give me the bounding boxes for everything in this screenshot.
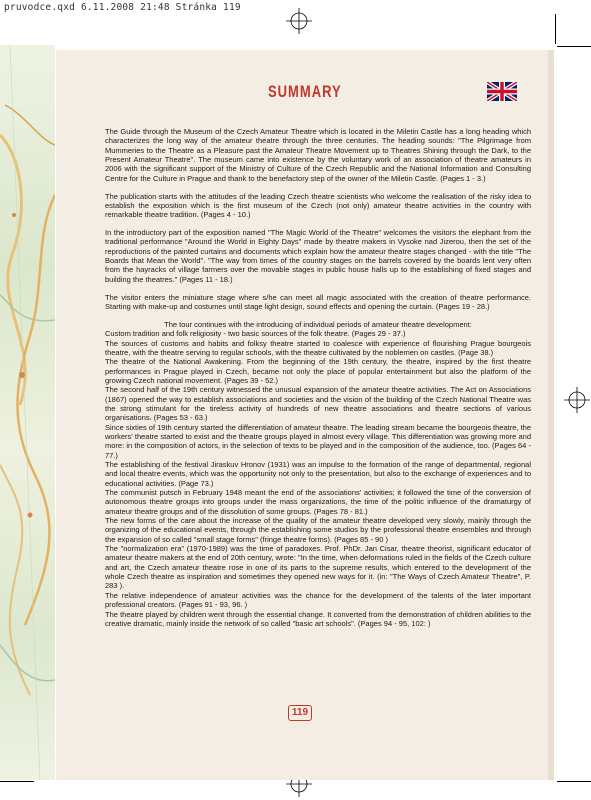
paragraph: In the introductory part of the exposition named "The Magic World of the Theatre" welcomes the visitors the elephant from the traditional performance "Around the World in Eighty Days" made by theatre makers in Vysoke nad Jizerou, then the set of the reproductions of the painted curtains and documents which explain how the amateur theatre stages changed - with the title "The Boards that Mean the World". "The way from times of the country stages on the barrels covered by the boards lent very often from the hayracks of village farmers over the movable stages in public house halls up to the establishing of fixed stages and building the theatres." (Pages 11 - 18.) [105,228,531,284]
paragraph: The visitor enters the miniature stage where s/he can meet all magic associated with the creation of theatre performance. Starting with make-up and costumes until stage light design, sound effects and opening the curtain. (Pages 19 - 28.) [105,292,531,311]
page-number: 119 [288,705,312,721]
map-illustration-icon [0,45,55,780]
paragraph: The sources of customs and habits and folksy theatre started to coalesce with experience of flourishing Prague bourgeois theatre, with the theatre serving to regular schools, with the theatre cultivated by the noblemen on castles. (Page 38.) [105,338,531,357]
crop-mark [557,781,591,782]
summary-text [105,127,531,628]
crop-mark [555,14,556,44]
paragraph: The communist putsch in February 1948 meant the end of the associations' activities; it followed the time of the conversion of autonomous theatre groups into groups under the mass organizations, the time of the politic influence of the dramaturgy of amateur theatre groups and of the dissolution of some groups. (Pages 78 - 81.) [105,488,531,516]
paragraph: The theatre played by children went through the essential change. It converted from the demonstration of children abilities to the creative dramatic, mainly inside the network of so called "basic art schools". (Pages 94 - 95, 102: ) [105,609,531,628]
paragraph: The Guide through the Museum of the Czech Amateur Theatre which is located in the Miletin Castle has a long heading which characterizes the long way of the amateur theatre through the three centuries. The heading sounds: "The Pilgrimage from Mummeries to the Theatre as a Pleasure past the Amateur Theatre Movement up to Theatres Shining through the Dark, to the Present Amateur Theatre". The museum came into existence by the voluntary work of an association of theatre amateurs in 2006 with the significant support of the Ministry of Culture of the Czech Republic and the National Information and Consulting Centre for the Culture in Prague and thank to the benefactory step of the owner of the Miletin Castle. (Pages 1 - 3.) [105,127,531,183]
paragraph: The theatre of the National Awakening. From the beginning of the 19th century, the theatre, inspired by the first theatre performances in Prague played in Czech, became not only the place of popular entertainment but also the platform of the growing Czech national movement. (Pages 39 - 52.) [105,357,531,385]
paragraph: The establishing of the festival Jiraskuv Hronov (1931) was an impulse to the formation of the range of departmental, regional and local theatre events, which was the opportunity not only to the presentation, but also to the exchange of experiences and to educational activities. (Page 73.) [105,460,531,488]
page-title: SUMMARY [268,82,342,101]
paragraph: The "normalization era" (1970-1989) was the time of paradoxes. Prof. PhDr. Jan Cisar, theatre theorist, significant educator of amateur theatre makers at the end of 20th century, wrote: "In the time, when deformations ruled in the fields of the Czech culture and art, the Czech amateur theatre rose in one of its parts to the supreme results, which entered to the development of the whole Czech theatre as inspiration and sometimes they opened new ways for it. (in: "The Ways of Czech Amateur Theatre", P. 283 ). [105,544,531,591]
paragraph: Custom tradition and folk religiosity - two basic sources of the folk theatre. (Pages 29 - 37.) [105,329,406,339]
decorative-map-strip [0,45,55,780]
uk-flag-icon [487,82,517,101]
paragraph: The new forms of the care about the increase of the quality of the amateur theatre developed very slowly, mainly through the organizing of the educational events, through the establishing some studios by the professional theatre ensembles and through the expansion of so called "small stage forms" (fringe theatre forms). (Pages 85 - 90 ) [105,516,531,544]
page-edge [548,50,554,780]
paragraph: The relative independence of amateur activities was the chance for the development of the talents of the later important professional creators. (Pages 91 - 93, 96. ) [105,590,531,610]
paragraph: The tour continues with the introducing of individual periods of amateur theatre development: [164,319,472,329]
print-slug: pruvodce.qxd 6.11.2008 21:48 Stránka 119 [4,2,241,13]
registration-mark-icon [564,387,590,413]
paragraph: The publication starts with the attitudes of the leading Czech theatre scientists who welcome the realisation of the risky idea to establish the exposition which is the first museum of the Czech (not only) amateur theatre activities in the country with remarkable theatre tradition. (Pages 4 - 10.) [105,191,531,220]
registration-mark-icon [286,8,312,34]
crop-mark [557,46,591,47]
paragraph: The second half of the 19th century witnessed the unusual expansion of the amateur theatre activities. The Act on Associations (1867) opened the way to establish associations and societies and the vision of the building of the Czech National Theatre was the strong stimulant for the tireless activity of hundreds of new theatre associations and theatre sections of various organisations. (Pages 53 - 63.) [105,385,531,423]
paragraph: Since sixties of 19th century started the differentiation of amateur theatre. The leading stream became the bourgeois theatre, the workers' theatre started to exist and the theatre groups played in almost every village. This differentiation was growing more and more: in the composition of actors, in the selection of texts to be played and in the composition of the audience, too. (Pages 64 - 77.) [105,422,531,460]
crop-mark [0,781,34,782]
